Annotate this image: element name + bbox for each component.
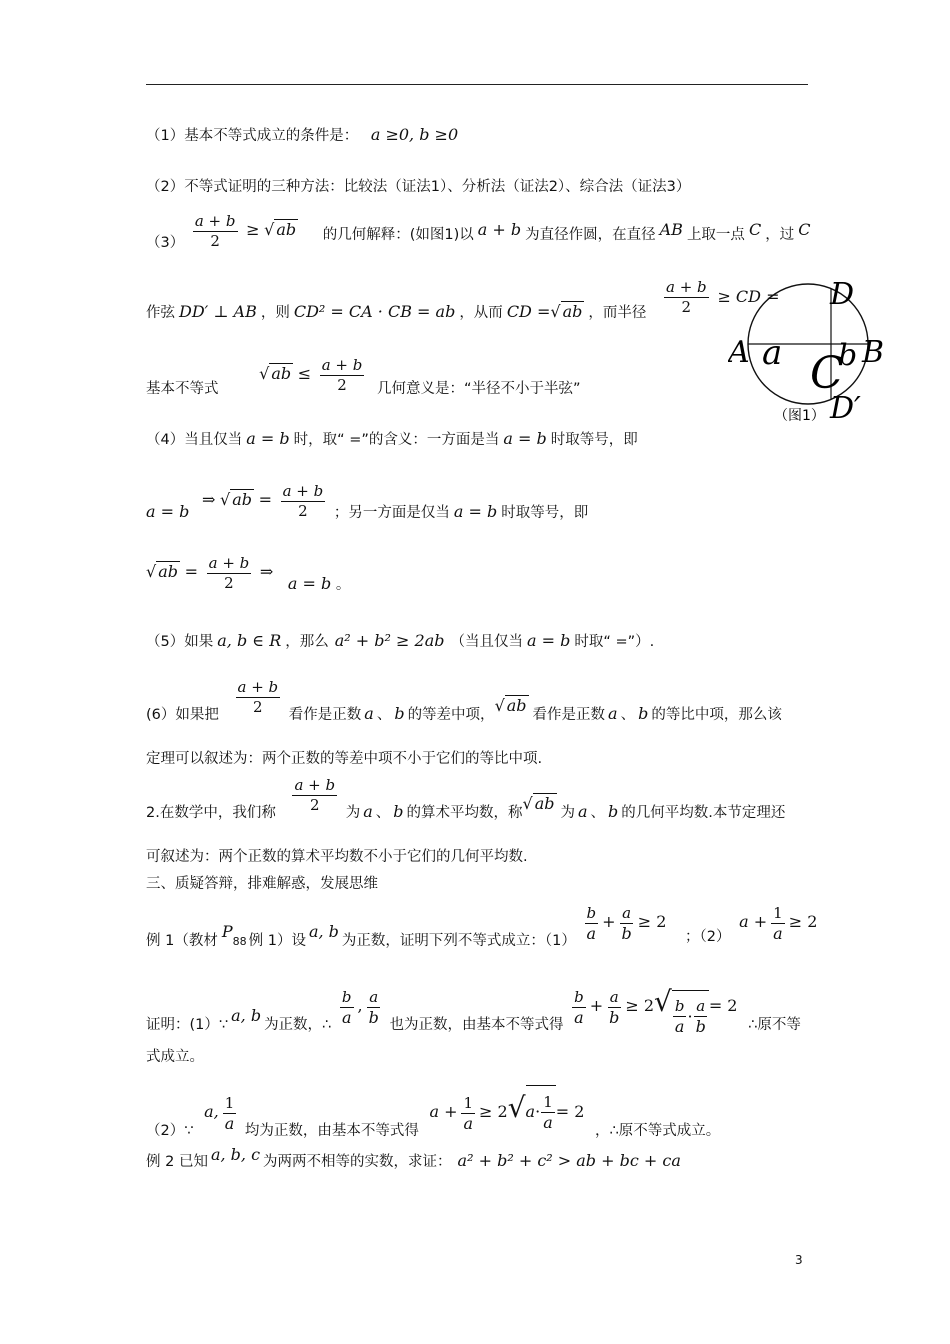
text: 三、质疑答辩，排难解惑，发展思维 [146,876,378,892]
figure-caption: （图1） [774,408,825,424]
t: 为正数，∴ [264,1017,332,1033]
den: 2 [224,573,234,592]
t: ，从而 [459,305,503,321]
m: CD = [506,302,551,321]
fraction [461,1094,475,1133]
fraction [281,482,326,521]
label-c: C [810,348,844,399]
imp: ⇒ [201,490,216,509]
label-b-point: B [862,335,885,370]
t: ，过 [765,227,795,243]
t: 基本不等式 [146,381,219,397]
den: 2 [253,697,263,716]
line-19 [146,1145,681,1171]
den: 2 [298,501,308,520]
num: a + b [194,211,236,230]
eq: = 2 [555,1102,585,1121]
t: 的几何平均数.本节定理还 [621,805,786,821]
t: 上取一点 [686,227,745,243]
t: 时取“ =”）. [574,634,655,650]
page-number: 3 [795,1253,803,1267]
num: a [696,997,706,1015]
sqrt: √ ab [219,490,252,509]
fraction [694,997,708,1036]
m: b [608,802,619,821]
den: a [586,923,597,943]
t: ；另一方面是仅当 [333,505,450,521]
m: C [798,220,811,239]
plus: + [589,996,604,1015]
t: 、 [376,707,392,723]
t: 为直径作圆，在直径 [525,227,656,243]
t: 例 1）设 [248,933,306,949]
t: 为正数，证明下列不等式成立：（1） [341,933,576,949]
text: 定理可以叙述为：两个正数的等差中项不小于它们的等比中项. [146,751,543,767]
den: a [224,1113,235,1133]
sub: 88 [232,935,247,948]
den: b [609,1007,620,1027]
den: a [773,923,783,943]
t: ，那么 [285,634,329,650]
ge: ≥ 2 [637,912,667,931]
m: CD² = CA · CB = ab [293,302,456,321]
den: b [695,1017,706,1036]
m: a [364,704,374,723]
section-heading [146,875,378,893]
header-rule [146,84,808,85]
fraction [771,904,785,943]
t: 证明：(1）∵ [146,1017,229,1033]
den: a [674,1017,685,1036]
rad: ab [534,794,555,813]
dot: · [687,1006,693,1026]
m: a + b [477,220,522,239]
fraction [673,997,687,1036]
m: a, b, c [210,1145,261,1164]
rad: ab [232,490,252,509]
text-group [146,922,576,949]
eq: = 2 [708,996,738,1015]
num: b [341,987,352,1006]
text-group [345,794,786,821]
num: a + b [208,553,250,572]
fraction [207,554,252,593]
m: a = b [246,429,290,448]
m: a, b ∈ R [217,631,282,650]
t: 的等比中项，那么该 [651,707,782,723]
line-8 [146,550,350,595]
m: a + [429,1102,458,1121]
t: 时取等号，即 [501,505,589,521]
t: 时，取“ =”的含义：一方面是当 [293,432,500,448]
sqrt: √ [654,985,672,1018]
line-6 [146,430,638,449]
sqrt: √ ab [259,364,292,383]
m: a = b [287,574,332,593]
t: 的几何解释：(如图1)以 [322,227,474,243]
num: a + b [237,677,279,696]
t: 、 [375,805,391,821]
sqrt: √ ab [264,220,297,239]
t: 几何意义是：“半径不小于半弦” [376,381,581,397]
geq: ≥ [246,220,260,239]
fraction [236,678,281,717]
den: 2 [337,375,347,394]
t: 例 2 已知 [146,1154,208,1170]
line-15 [146,898,817,948]
m: C [748,220,762,239]
m: a [525,1102,536,1121]
line-2 [146,178,690,196]
t: ，则 [260,305,290,321]
ge: ≥ 2 [788,912,818,931]
math: a ≥0, b ≥0 [370,125,459,144]
fraction [664,278,709,317]
t: 的等差中项， [407,707,495,723]
text-group [288,696,782,723]
t: 作弦 [146,305,175,321]
t: （2）∵ [146,1123,194,1139]
den: 2 [310,795,320,814]
line-12 [146,772,786,821]
t: 时取等号，即 [550,432,638,448]
text: （2）不等式证明的三种方法：比较法（证法1）、分析法（证法2）、综合法（证法3） [146,179,691,195]
text-group [333,502,589,521]
t: 为 [560,805,575,821]
m: a² + b² ≥ 2ab [334,631,445,650]
line-5 [146,352,581,397]
num: b [674,997,685,1015]
m: a, b [231,1006,262,1025]
t: 看作是正数 [288,707,362,723]
line-9 [146,632,654,651]
line-17 [146,1048,204,1066]
fraction [541,1093,555,1132]
t: 也为正数，由基本不等式得 [389,1017,564,1033]
m: a = b [146,502,190,521]
text: 式成立。 [146,1049,204,1065]
rad: ab [506,696,527,715]
den: 2 [681,298,692,316]
fraction [367,988,381,1027]
den: b [621,923,632,943]
m: a² + b² + c² > ab + bc + ca [457,1151,681,1170]
line-13 [146,848,528,866]
line-11 [146,750,542,768]
m: DD′ ⊥ AB [179,302,257,321]
m: a = b [526,631,571,650]
num: 1 [463,1093,474,1112]
text: （1）基本不等式成立的条件是： [146,128,359,144]
text-group [322,220,811,243]
fraction [607,988,621,1027]
label-a-point: A [728,335,750,370]
t: 。 [335,577,351,593]
m: b [393,802,404,821]
circle-figure [728,272,898,432]
line-16 [146,976,801,1043]
t: ；（2） [685,929,731,945]
t: (6）如果把 [146,707,219,723]
radicand [526,1085,556,1138]
fraction [320,356,365,395]
sqrt: √ ab [550,302,583,321]
m: a [363,802,373,821]
t: 、 [620,707,636,723]
comma: , [357,996,363,1015]
m: a = b [503,429,547,448]
text-group [146,1006,332,1033]
t: （5）如果 [146,634,214,650]
den: a [543,1112,553,1132]
t: ，∴原不等式成立。 [595,1123,721,1139]
line-1 [146,126,458,145]
line-3 [146,210,810,251]
label-d: D [830,277,855,312]
rad: ab [271,364,292,383]
ge: ≥ 2 [479,1102,508,1121]
t: 为两两不相等的实数，求证： [263,1154,452,1170]
rad: ab [276,220,297,239]
sqrt: √ ab [494,696,527,715]
num: a + b [294,775,336,794]
label: （3） [146,235,185,251]
fraction [193,212,238,251]
num: a [622,903,632,922]
rad: ab [158,562,178,581]
line-18 [146,1082,720,1139]
t: 均为正数，由基本不等式得 [244,1123,419,1139]
t: ，而半径 [588,305,647,321]
m: ≥ CD = [717,287,780,306]
m: AB [659,220,683,239]
line-4 [146,303,646,322]
m: a, [204,1102,219,1121]
eq: = [258,490,272,509]
t: （4）当且仅当 [146,432,243,448]
num: a [609,987,619,1006]
den: a [574,1007,584,1027]
plus: + [602,912,616,931]
t: ∴原不等 [748,1017,801,1033]
radicand [672,990,709,1043]
imp: ⇒ [259,562,274,581]
label-d-prime: D′ [830,391,861,426]
m: a [608,704,618,723]
m: a = b [453,502,498,521]
t: 的算术平均数，称 [406,805,523,821]
m: P [221,922,233,941]
den: 2 [210,231,220,250]
t: 为 [345,805,361,821]
m: a + [739,912,768,931]
num: 1 [224,1093,235,1112]
ge: ≥ 2 [625,996,655,1015]
fraction [340,988,354,1027]
num: a + b [282,481,324,500]
num: 1 [773,903,783,922]
fraction [572,988,586,1027]
t: 看作是正数 [532,707,606,723]
fraction [585,904,599,943]
fraction [292,776,337,815]
num: a + b [321,355,363,374]
line-7 [146,478,588,523]
sqrt: √ ab [146,562,178,581]
den: a [341,1007,352,1027]
m: a, b [308,922,339,941]
fraction [620,904,634,943]
num: b [586,903,597,922]
den: a [463,1113,474,1133]
sqrt: √ [507,1091,526,1124]
label-a-length: a [762,333,783,373]
line-10 [146,674,782,723]
num: b [574,987,584,1006]
num: a [369,987,379,1006]
t: 例 1（教材 [146,933,218,949]
num: 1 [543,1092,553,1111]
den: b [368,1007,379,1027]
m: b [394,704,405,723]
rad: ab [562,302,583,321]
t: 、 [590,805,606,821]
sqrt: √ ab [522,794,555,813]
num: a + b [666,278,707,296]
dot: · [535,1102,541,1121]
m: a [578,802,588,821]
t: 2.在数学中，我们称 [146,805,276,821]
fraction [223,1094,237,1133]
label-b-length: b [838,338,858,373]
eq: = [184,562,198,581]
text: 可叙述为：两个正数的算术平均数不小于它们的几何平均数. [146,849,528,865]
t: （当且仅当 [450,634,523,650]
leq: ≤ [297,364,312,383]
m: b [638,704,649,723]
